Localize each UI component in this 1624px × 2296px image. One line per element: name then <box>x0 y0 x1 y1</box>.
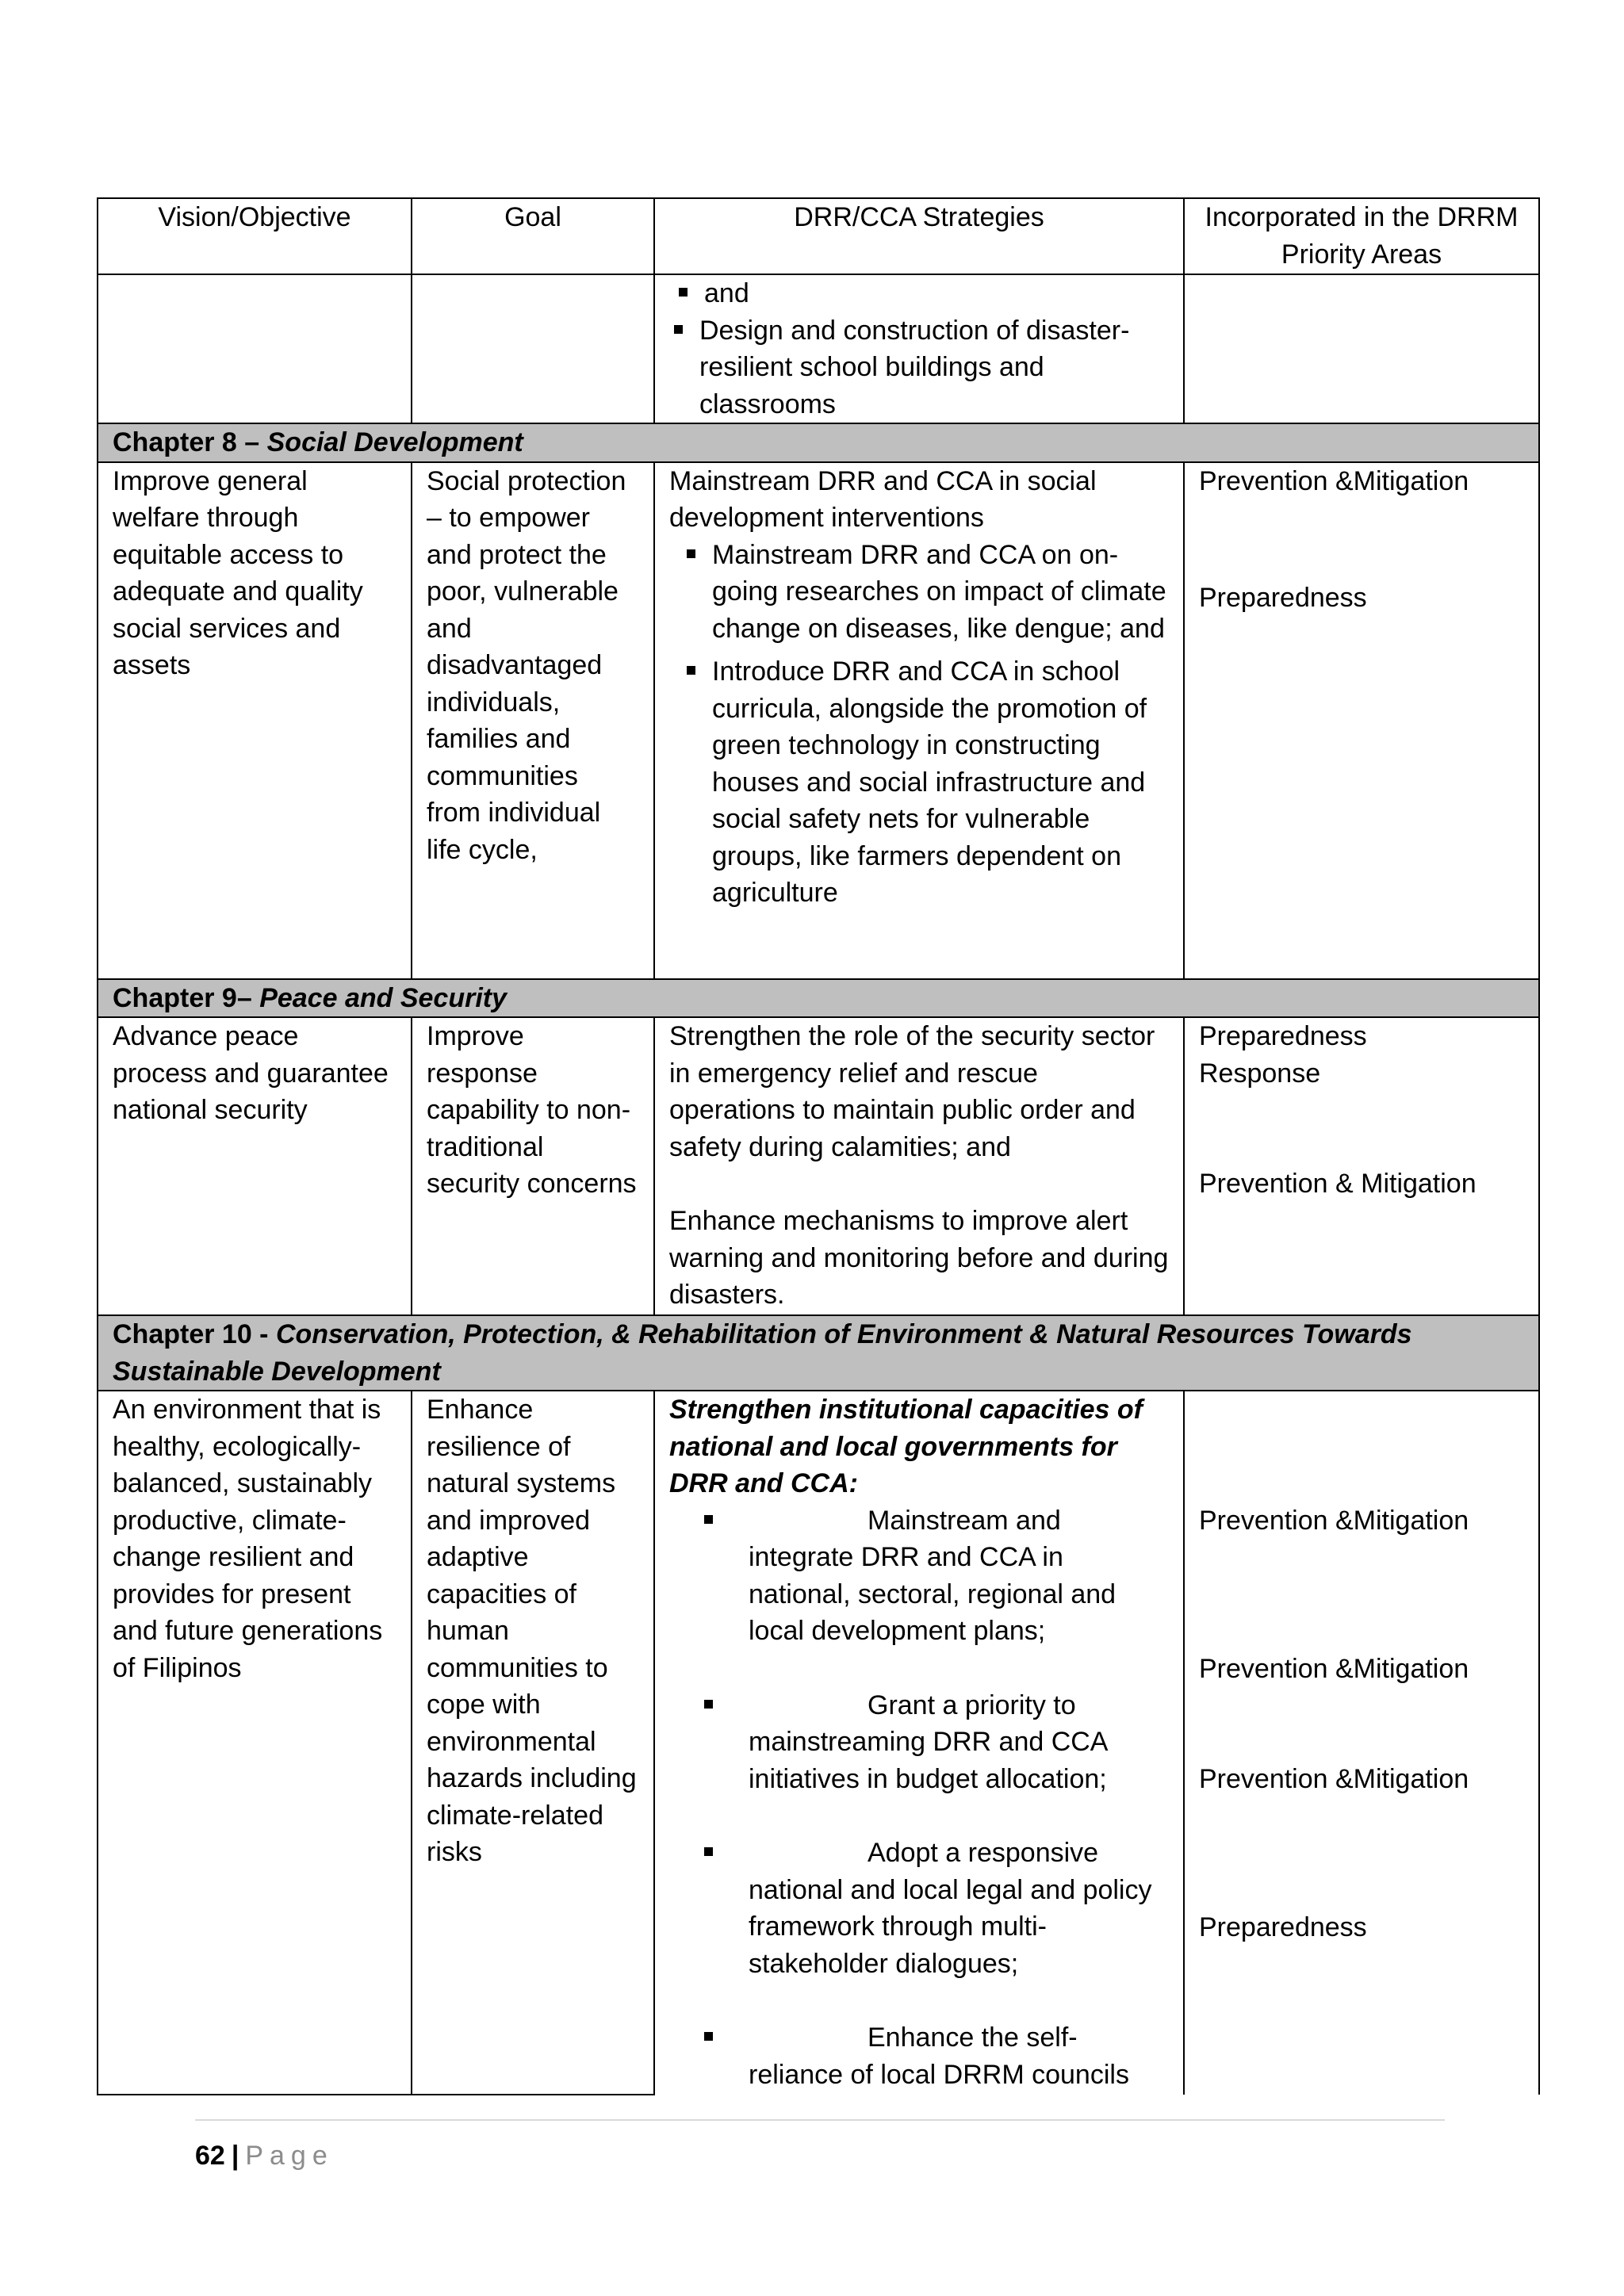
priority-area: Response <box>1199 1058 1321 1089</box>
ch9-strategies <box>654 1017 1184 1315</box>
ch9-priorities <box>1184 1017 1539 1315</box>
continued-row <box>98 274 1539 423</box>
ch8-vision: Improve general welfare through equitable access to adequate and quality social services and assets <box>98 462 412 979</box>
ch9-goal: Improve response capability to non-traditional security concerns <box>412 1017 654 1315</box>
strategy-item: Strengthen the role of the security sector in emergency relief and rescue operations to maintain public order and safety during calamities; and <box>669 1021 1155 1162</box>
header-vision: Vision/Objective <box>98 198 412 274</box>
ch8-goal: Social protection – to empower and protect the poor, vulnerable and disadvantaged individuals, families and communities from individual life cycle, <box>412 462 654 979</box>
ch9-vision: Advance peace process and guarantee national security <box>98 1017 412 1315</box>
chapter-8-heading: Chapter 8 – Social Development <box>98 423 1539 462</box>
strategy-bullet: Introduce DRR and CCA in school curricula, alongside the promotion of green technology in constructing houses and social infrastructure and social safety nets for vulnerable groups, like farmers dependent on agriculture <box>677 653 1169 912</box>
strategy-bullet: Mainstream DRR and CCA on on-going researches on impact of climate change on diseases, like dengue; and <box>677 537 1169 648</box>
ch8-strategies <box>654 462 1184 979</box>
ch8-strategy-intro: Mainstream DRR and CCA in social development interventions <box>669 465 1097 533</box>
page-label: Page <box>245 2141 334 2171</box>
continued-goal-cell <box>412 274 654 423</box>
chapter-10-content-row <box>98 1391 1539 2095</box>
strategy-bullet: Design and construction of disaster-resilient school buildings and classrooms <box>665 312 1169 423</box>
strategy-item: Enhance mechanisms to improve alert warning and monitoring before and during disasters. <box>669 1206 1169 1310</box>
strategy-bullet: Enhance the self- reliance of local DRRM councils <box>669 2019 1169 2093</box>
chapter-10-heading: Chapter 10 - Conservation, Protection, & Rehabilitation of Environment & Natural Resources Towards Sustainable Development <box>98 1315 1539 1391</box>
ch8-priorities <box>1184 462 1539 979</box>
priority-area: Prevention &Mitigation <box>1199 1506 1469 1536</box>
priority-area: Prevention & Mitigation <box>1199 1169 1477 1199</box>
strategy-bullet: Adopt a responsive national and local legal and policy framework through multi-stakeholder dialogues; <box>669 1835 1169 1982</box>
page-footer <box>195 2119 1445 2173</box>
ch10-goal: Enhance resilience of natural systems and improved adaptive capacities of human communities to cope with environmental hazards including climate-related risks <box>412 1391 654 2095</box>
chapter-10-row <box>98 1315 1539 1391</box>
ch10-strategy-intro: Strengthen institutional capacities of national and local governments for DRR and CCA: <box>669 1395 1143 1498</box>
footer-separator: | <box>231 2141 239 2171</box>
priority-area: Preparedness <box>1199 1911 1367 1942</box>
chapter-9-heading: Chapter 9– Peace and Security <box>98 979 1539 1018</box>
chapter-9-row <box>98 979 1539 1018</box>
header-row <box>98 198 1539 274</box>
continued-priority-cell <box>1184 274 1539 423</box>
ch10-strategies <box>654 1391 1184 2095</box>
priority-area: Prevention &Mitigation <box>1199 1653 1469 1684</box>
chapter-9-content-row <box>98 1017 1539 1315</box>
priority-area: Prevention &Mitigation <box>1199 465 1469 496</box>
strategy-bullet: Mainstream and integrate DRR and CCA in national, sectoral, regional and local development plans; <box>669 1502 1169 1650</box>
header-priority: Incorporated in the DRRM Priority Areas <box>1184 198 1539 274</box>
chapter-8-content-row <box>98 462 1539 979</box>
chapter-8-row <box>98 423 1539 462</box>
ch10-priorities <box>1184 1391 1539 2095</box>
strategy-table <box>97 197 1540 2095</box>
priority-area: Preparedness <box>1199 1021 1367 1051</box>
continued-strategy-cell <box>654 274 1184 423</box>
continued-and: and <box>669 275 1169 312</box>
ch10-vision: An environment that is healthy, ecologically-balanced, sustainably productive, climate-change resilient and provides for present and future generations of Filipinos <box>98 1391 412 2095</box>
header-strategies: DRR/CCA Strategies <box>654 198 1184 274</box>
page-number: 62 <box>195 2141 225 2171</box>
header-goal: Goal <box>412 198 654 274</box>
priority-area: Preparedness <box>1199 583 1367 613</box>
strategy-bullet: Grant a priority to mainstreaming DRR and CCA initiatives in budget allocation; <box>669 1687 1169 1798</box>
continued-vision-cell <box>98 274 412 423</box>
priority-area: Prevention &Mitigation <box>1199 1764 1469 1794</box>
